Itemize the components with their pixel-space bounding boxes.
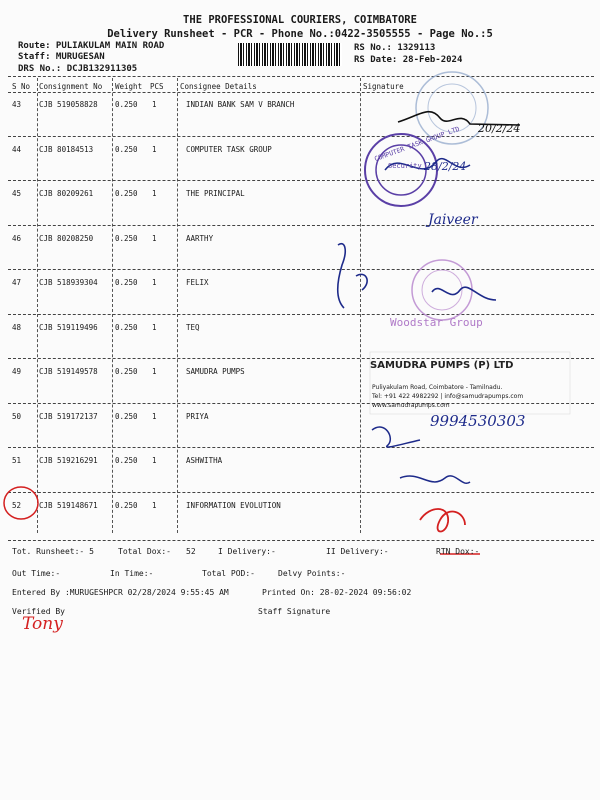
col-weight: Weight xyxy=(115,82,143,91)
page-subtitle: Delivery Runsheet - PCR - Phone No.:0422-3505555 - Page No.:5 xyxy=(107,28,493,40)
cell-sno: 48 xyxy=(12,322,22,332)
staff-signature: Staff Signature xyxy=(258,607,331,616)
woodstar-stamp-text: Woodstar Group xyxy=(390,316,483,329)
cell-consignee: TEQ xyxy=(186,322,200,332)
row-rule xyxy=(8,358,594,359)
signature-47 xyxy=(432,287,496,300)
cell-consignee: INDIAN BANK SAM V BRANCH xyxy=(186,100,295,109)
cell-pcs: 1 xyxy=(152,456,157,465)
signature-52 xyxy=(420,509,465,532)
cell-consignee: ASHWITHA xyxy=(186,456,223,465)
cell-weight: 0.250 xyxy=(115,411,138,421)
samudra-stamp-line2: Tel: +91 422 4982292 | info@samudrapumps.com xyxy=(372,393,524,400)
cell-sno: 47 xyxy=(12,278,22,287)
total-pod: Total POD:- xyxy=(202,569,255,578)
cell-pcs: 1 xyxy=(152,322,157,332)
row-rule xyxy=(8,314,594,315)
total-dox-label: Total Dox:- xyxy=(118,547,171,556)
total-dox-value: 52 xyxy=(186,547,196,556)
cell-sno: 49 xyxy=(12,367,22,376)
cell-sno: 52 xyxy=(12,500,22,510)
cell-weight: 0.250 xyxy=(115,500,138,510)
row-rule xyxy=(8,269,594,270)
out-time: Out Time:- xyxy=(12,569,61,578)
cell-sno: 51 xyxy=(12,456,22,465)
cell-pcs: 1 xyxy=(152,233,157,243)
row-rule xyxy=(8,180,594,181)
cell-cn: CJB 80208250 xyxy=(39,233,94,243)
cell-pcs: 1 xyxy=(152,411,157,421)
cell-weight: 0.250 xyxy=(115,233,138,243)
cell-weight: 0.250 xyxy=(115,278,138,287)
cell-sno: 44 xyxy=(12,144,22,154)
cell-cn: CJB 518939304 xyxy=(39,278,98,287)
samudra-stamp-line1: Puliyakulam Road, Coimbatore - Tamilnadu. xyxy=(372,384,503,391)
samudra-stamp-line3: www.samudrapumps.com xyxy=(372,402,450,409)
col-pcs: PCS xyxy=(150,82,164,91)
cell-sno: 46 xyxy=(12,233,22,243)
cell-pcs: 1 xyxy=(152,144,157,154)
cell-sno: 45 xyxy=(12,189,22,198)
col-sno: S No xyxy=(12,82,31,91)
in-time: In Time:- xyxy=(110,569,154,578)
cell-consignee: FELIX xyxy=(186,278,209,287)
cell-cn: CJB 519119496 xyxy=(39,322,98,332)
col-consignee: Consignee Details xyxy=(180,82,257,91)
i-delivery: I Delivery:- xyxy=(218,547,276,556)
col-divider xyxy=(360,78,361,533)
table-top-rule xyxy=(8,76,594,77)
signature-51 xyxy=(400,476,470,483)
header-bottom-rule xyxy=(8,92,594,93)
delvy-points: Delvy Points:- xyxy=(278,569,346,578)
row-rule xyxy=(8,447,594,448)
printed-on: Printed On: 28-02-2024 09:56:02 xyxy=(262,588,412,597)
ii-delivery: II Delivery:- xyxy=(326,547,389,556)
samudra-stamp-name: SAMUDRA PUMPS (P) LTD xyxy=(370,360,514,371)
barcode xyxy=(238,43,342,66)
col-signature: Signature xyxy=(363,82,404,91)
route-label: Route: PULIAKULAM MAIN ROAD xyxy=(18,41,165,51)
cell-sno: 50 xyxy=(12,411,22,421)
rs-number: RS No.: 1329113 xyxy=(354,43,436,53)
cell-consignee: THE PRINCIPAL xyxy=(186,189,245,198)
cell-consignee: COMPUTER TASK GROUP xyxy=(186,144,272,154)
page-title: THE PROFESSIONAL COURIERS, COIMBATORE xyxy=(183,14,417,26)
entered-by: Entered By :MURUGESHPCR 02/28/2024 9:55:45 AM xyxy=(12,588,229,597)
cell-pcs: 1 xyxy=(152,500,157,510)
cell-cn: CJB 519172137 xyxy=(39,411,98,421)
col-divider xyxy=(112,78,113,533)
cell-weight: 0.250 xyxy=(115,367,138,376)
cell-cn: CJB 80209261 xyxy=(39,189,94,198)
cell-weight: 0.250 xyxy=(115,456,138,465)
row-rule xyxy=(8,492,594,493)
tot-runsheet: Tot. Runsheet:- 5 xyxy=(12,547,94,556)
cell-consignee: AARTHY xyxy=(186,233,214,243)
signature-50 xyxy=(372,427,420,447)
cell-pcs: 1 xyxy=(152,189,157,198)
col-divider xyxy=(37,78,38,533)
row-rule xyxy=(8,136,594,137)
cell-consignee: PRIYA xyxy=(186,411,209,421)
rtn-dox: RTN Dox:- xyxy=(436,547,480,556)
cell-weight: 0.250 xyxy=(115,322,138,332)
table-bottom-rule xyxy=(8,540,594,541)
col-consignment: Consignment No xyxy=(39,82,103,91)
cell-weight: 0.250 xyxy=(115,144,138,154)
cell-weight: 0.250 xyxy=(115,100,138,109)
cell-cn: CJB 519148671 xyxy=(39,500,98,510)
cell-pcs: 1 xyxy=(152,100,157,109)
cell-weight: 0.250 xyxy=(115,189,138,198)
cell-sno: 43 xyxy=(12,100,22,109)
cell-cn: CJB 519216291 xyxy=(39,456,98,465)
col-divider xyxy=(177,78,178,533)
cell-cn: CJB 519149578 xyxy=(39,367,98,376)
row-rule xyxy=(8,403,594,404)
handwritten-name-45: Jaiveer xyxy=(428,212,478,228)
handwritten-phone-50: 9994530303 xyxy=(430,412,526,430)
cell-pcs: 1 xyxy=(152,278,157,287)
cell-consignee: SAMUDRA PUMPS xyxy=(186,367,245,376)
handwritten-date-43: 20/2/24 xyxy=(478,122,521,135)
verified-mark: Tony xyxy=(22,614,63,634)
row-rule xyxy=(8,225,594,226)
cell-cn: CJB 519058828 xyxy=(39,100,98,109)
cell-cn: CJB 80184513 xyxy=(39,144,94,154)
ctg-stamp-ring-text: COMPUTER TASK GROUP LTD xyxy=(373,124,461,164)
verified-by: Verified By xyxy=(12,607,65,616)
drs-label: DRS No.: DCJB132911305 xyxy=(18,64,138,74)
cell-consignee: INFORMATION EVOLUTION xyxy=(186,500,281,510)
cell-pcs: 1 xyxy=(152,367,157,376)
handwritten-date-44: 28/2/24 xyxy=(424,160,467,173)
staff-label: Staff: MURUGESAN xyxy=(18,52,105,62)
rs-date: RS Date: 28-Feb-2024 xyxy=(354,55,463,65)
signature-46 xyxy=(338,244,367,308)
ctg-stamp-center-text: Security xyxy=(388,162,422,170)
